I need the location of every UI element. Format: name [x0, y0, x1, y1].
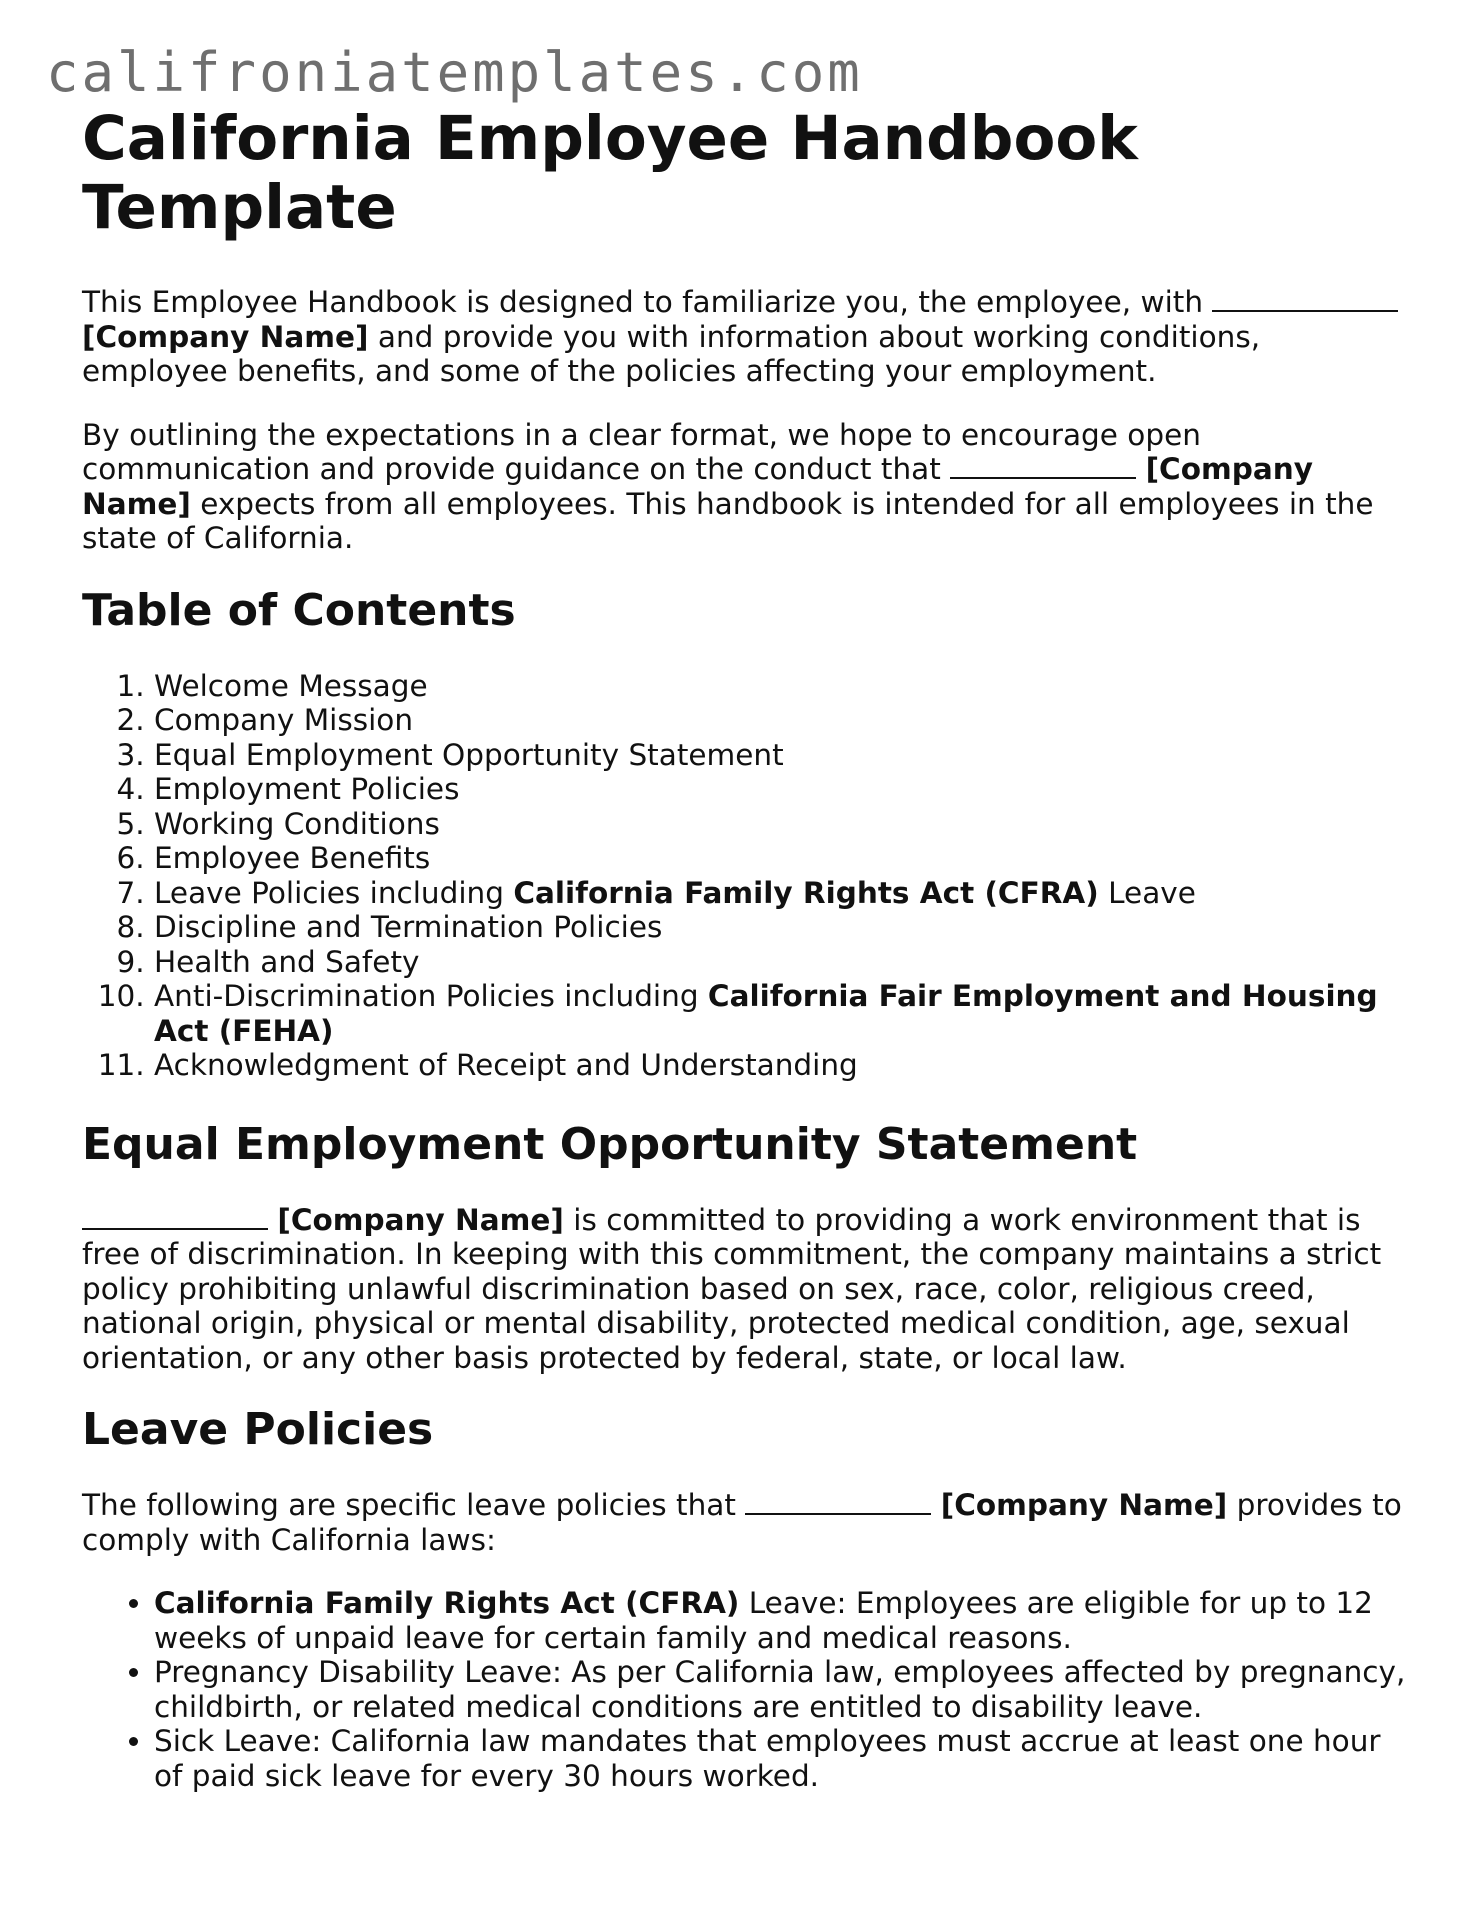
eeo-heading: Equal Employment Opportunity Statement: [82, 1118, 1138, 1170]
toc-item-label: Equal Employment Opportunity Statement: [154, 737, 784, 772]
leave-policy-item: [154, 1586, 1412, 1655]
leave-intro: [82, 1488, 1412, 1557]
intro-text: expects from all employees. This handbook is intended for all employees in the state of California.: [82, 486, 1374, 555]
intro-paragraph-2: [82, 418, 1412, 556]
intro-text: By outlining the expectations in a clear format, we hope to encourage open communication and provide guidance on the conduct that: [82, 417, 1201, 486]
toc-item: [154, 669, 1412, 704]
toc-item: [154, 738, 1412, 773]
toc-item-label: Discipline and Termination Policies: [154, 910, 663, 944]
toc-item: [154, 979, 1412, 1048]
company-name-blank: [745, 1491, 931, 1515]
leave-policy-text: Pregnancy Disability Leave: As per California law, employees affected by pregnancy, childbirth, or related medical conditions are entitled to disability leave.: [154, 1655, 1406, 1724]
intro-paragraph-1: [82, 285, 1412, 389]
toc-heading: Table of Contents: [82, 584, 516, 636]
toc-item-label: Employment Policies: [154, 772, 460, 806]
company-name-blank: [950, 455, 1136, 479]
leave-policy-text: Sick Leave: California law mandates that employees must accrue at least one hour of paid sick leave for every 30 hours worked.: [154, 1724, 1381, 1793]
toc-item-label: Acknowledgment of Receipt and Understanding: [154, 1048, 858, 1082]
toc-item-label: Welcome Message: [154, 668, 428, 703]
toc-item-label: Company Mission: [154, 703, 414, 737]
leave-policy-bold: California Family Rights Act (CFRA): [154, 1586, 740, 1620]
company-name-placeholder: [Company Name]: [940, 1488, 1228, 1522]
eeo-paragraph: [82, 1203, 1412, 1376]
toc-item-bold: California Family Rights Act (CFRA): [513, 875, 1099, 910]
leave-policy-text: Leave: Employees are eligible for up to 12 weeks of unpaid leave for certain family and medical reasons.: [154, 1586, 1373, 1655]
document-page: [82, 104, 1412, 1829]
toc-item-label: Leave Policies including: [154, 875, 514, 910]
toc-item: [154, 703, 1412, 738]
leave-policy-list: [82, 1586, 1412, 1793]
leave-intro-text: provides to comply with California laws:: [82, 1488, 1402, 1557]
toc-item: [154, 772, 1412, 807]
company-name-placeholder: [Company Name]: [82, 319, 369, 354]
company-name-placeholder: [Company Name]: [277, 1202, 564, 1237]
intro-text: and provide you with information about working conditions, employee benefits, and some of the policies affecting your employment.: [82, 319, 1261, 388]
table-of-contents: [82, 669, 1412, 1083]
toc-item-label: Anti-Discrimination Policies including: [154, 979, 708, 1013]
leave-intro-text: The following are specific leave policies that: [82, 1488, 746, 1522]
toc-item: [154, 841, 1412, 876]
toc-item-bold: California Fair Employment and Housing Act (FEHA): [154, 979, 1378, 1048]
company-name-blank: [82, 1206, 268, 1230]
company-name-placeholder: [Company Name]: [82, 452, 1313, 521]
toc-item: [154, 1048, 1412, 1083]
page-title: California Employee Handbook Template: [82, 103, 1138, 243]
watermark: califroniatemplates.com: [46, 41, 863, 104]
intro-text: This Employee Handbook is designed to familiarize you, the employee, with: [82, 285, 1213, 319]
toc-item-label: Health and Safety: [154, 944, 420, 979]
toc-item: [154, 945, 1412, 980]
toc-item-label: Employee Benefits: [154, 841, 431, 875]
toc-item: [154, 910, 1412, 945]
toc-item-label: Leave: [1098, 875, 1196, 910]
eeo-text: is committed to providing a work environment that is free of discrimination. In keeping with this commitment, the company maintains a strict policy prohibiting unlawful discrimination based on sex, race, color, religious creed, national origin, physical or mental disability, protected medical condition, age, sexual orientation, or any other basis protected by federal, state, or local law.: [82, 1202, 1382, 1375]
company-name-blank: [1212, 288, 1398, 312]
leave-policy-item: [154, 1724, 1412, 1793]
leave-policy-item: [154, 1655, 1412, 1724]
leave-heading: Leave Policies: [82, 1404, 434, 1455]
toc-item-label: Working Conditions: [154, 806, 440, 841]
toc-item: [154, 807, 1412, 842]
toc-item: [154, 876, 1412, 911]
